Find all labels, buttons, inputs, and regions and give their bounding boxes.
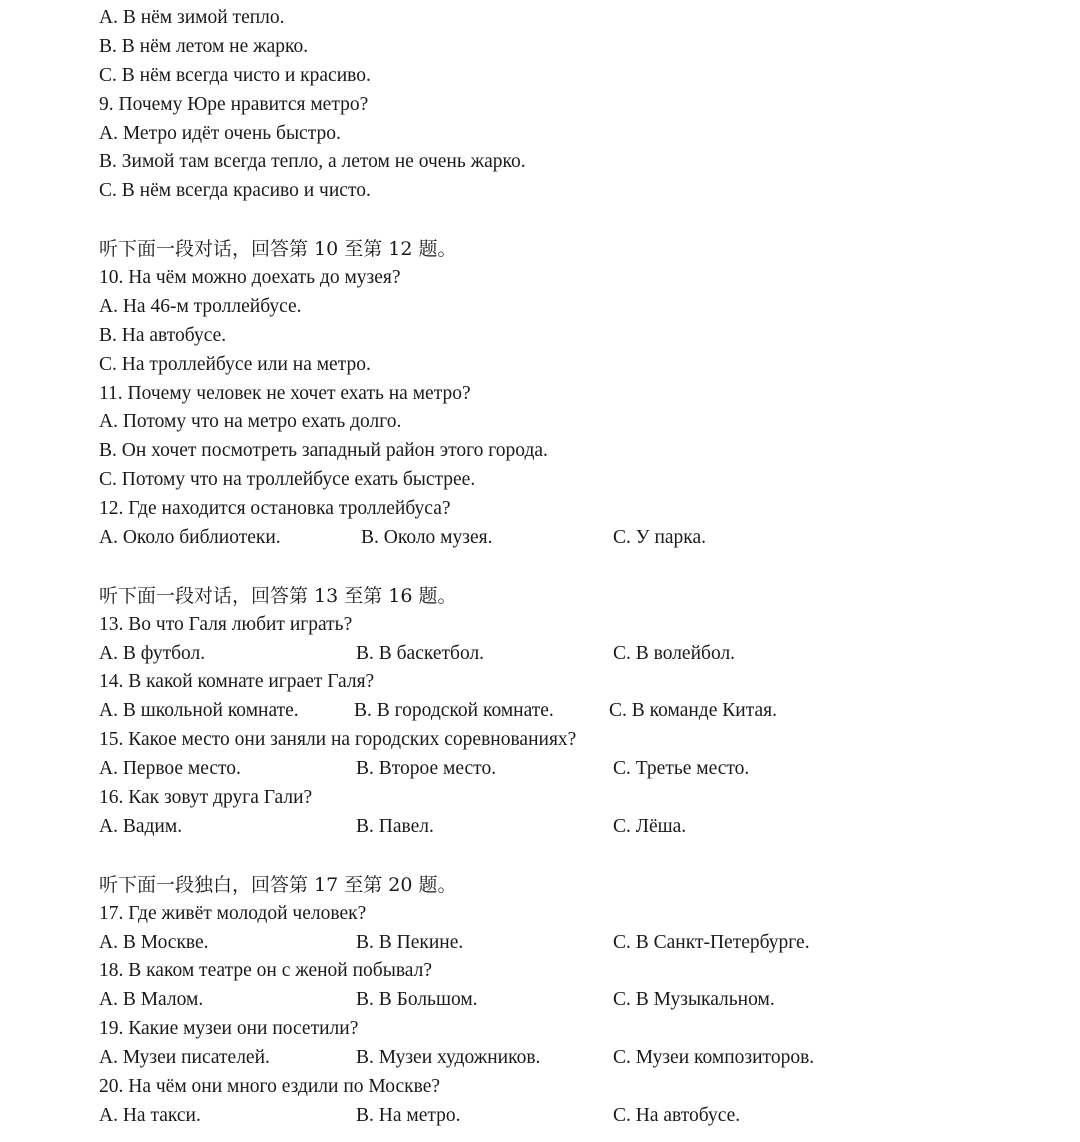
q17-question: 17. Где живёт молодой человек? [99, 902, 367, 924]
section-heading-10-12: 听下面一段对话，回答第 10 至第 12 题。 [99, 238, 457, 261]
q9-option-a: A. Метро идёт очень быстро. [99, 122, 341, 144]
exam-page [99, 4, 1059, 1131]
q18-option-c: C. В Музыкальном. [613, 989, 775, 1011]
q8-option-c: C. В нём всегда чисто и красиво. [99, 64, 371, 86]
q16-option-a: A. Вадим. [99, 815, 183, 837]
q8-option-b: B. В нём летом не жарко. [99, 35, 309, 57]
q17-options-row [99, 929, 1059, 958]
q13-options-row [99, 640, 1059, 669]
q13-option-a: A. В футбол. [99, 642, 206, 664]
q20-option-b: B. На метро. [356, 1104, 461, 1126]
q11-option-c: C. Потому что на троллейбусе ехать быстрее. [99, 469, 476, 491]
q11-question: 11. Почему человек не хочет ехать на метро? [99, 382, 471, 404]
q12-question: 12. Где находится остановка троллейбуса? [99, 498, 451, 520]
q15-option-c: C. Третье место. [613, 758, 750, 780]
q9-option-c: C. В нём всегда красиво и чисто. [99, 180, 371, 202]
q9-option-b: B. Зимой там всегда тепло, а летом не очень жарко. [99, 151, 526, 173]
q14-option-c: C. В команде Китая. [609, 700, 777, 722]
q19-option-c: C. Музеи композиторов. [613, 1047, 815, 1069]
q13-option-c: C. В волейбол. [613, 642, 736, 664]
q15-option-b: B. Второе место. [356, 758, 497, 780]
q16-option-c: C. Лёша. [613, 815, 687, 837]
q16-options-row [99, 813, 1059, 842]
q15-option-a: A. Первое место. [99, 758, 241, 780]
q20-question: 20. На чём они много ездили по Москве? [99, 1075, 441, 1097]
q19-option-b: B. Музеи художников. [356, 1047, 541, 1069]
q18-option-a: A. В Малом. [99, 989, 204, 1011]
q12-option-c: C. У парка. [613, 527, 706, 549]
q11-option-b: B. Он хочет посмотреть западный район этого города. [99, 440, 548, 462]
section-spacer [99, 842, 1059, 871]
q8-option-a: A. В нём зимой тепло. [99, 7, 285, 28]
section-spacer [99, 553, 1059, 582]
q17-option-a: A. В Москве. [99, 931, 209, 953]
section-heading-13-16: 听下面一段对话，回答第 13 至第 16 题。 [99, 584, 457, 607]
q20-options-row [99, 1102, 1059, 1131]
q10-option-c: C. На троллейбусе или на метро. [99, 353, 371, 375]
q10-option-a: A. На 46-м троллейбусе. [99, 295, 302, 317]
q14-question: 14. В какой комнате играет Галя? [99, 671, 375, 693]
q20-option-a: A. На такси. [99, 1104, 201, 1126]
q18-option-b: B. В Большом. [356, 989, 478, 1011]
q15-question: 15. Какое место они заняли на городских соревнованиях? [99, 729, 577, 751]
q13-question: 13. Во что Галя любит играть? [99, 613, 353, 635]
q19-question: 19. Какие музеи они посетили? [99, 1018, 359, 1040]
q18-question: 18. В каком театре он с женой побывал? [99, 960, 432, 982]
q18-options-row [99, 986, 1059, 1015]
q12-options-row [99, 524, 1059, 553]
section-heading-17-20: 听下面一段独白，回答第 17 至第 20 题。 [99, 873, 457, 896]
q12-option-b: B. Около музея. [361, 527, 493, 549]
q19-option-a: A. Музеи писателей. [99, 1047, 270, 1069]
q11-option-a: A. Потому что на метро ехать долго. [99, 411, 402, 433]
q10-option-b: B. На автобусе. [99, 324, 227, 346]
q13-option-b: B. В баскетбол. [356, 642, 485, 664]
q17-option-c: C. В Санкт-Петербурге. [613, 931, 810, 953]
q17-option-b: B. В Пекине. [356, 931, 464, 953]
q14-options-row [99, 697, 1059, 726]
section-spacer [99, 206, 1059, 235]
q16-question: 16. Как зовут друга Гали? [99, 787, 313, 809]
q15-options-row [99, 755, 1059, 784]
q12-option-a: A. Около библиотеки. [99, 527, 281, 549]
q16-option-b: B. Павел. [356, 815, 434, 837]
q10-question: 10. На чём можно доехать до музея? [99, 267, 401, 289]
q14-option-b: B. В городской комнате. [354, 700, 554, 722]
q19-options-row [99, 1044, 1059, 1073]
q14-option-a: A. В школьной комнате. [99, 700, 299, 722]
q20-option-c: C. На автобусе. [613, 1104, 741, 1126]
q9-question: 9. Почему Юре нравится метро? [99, 93, 369, 115]
